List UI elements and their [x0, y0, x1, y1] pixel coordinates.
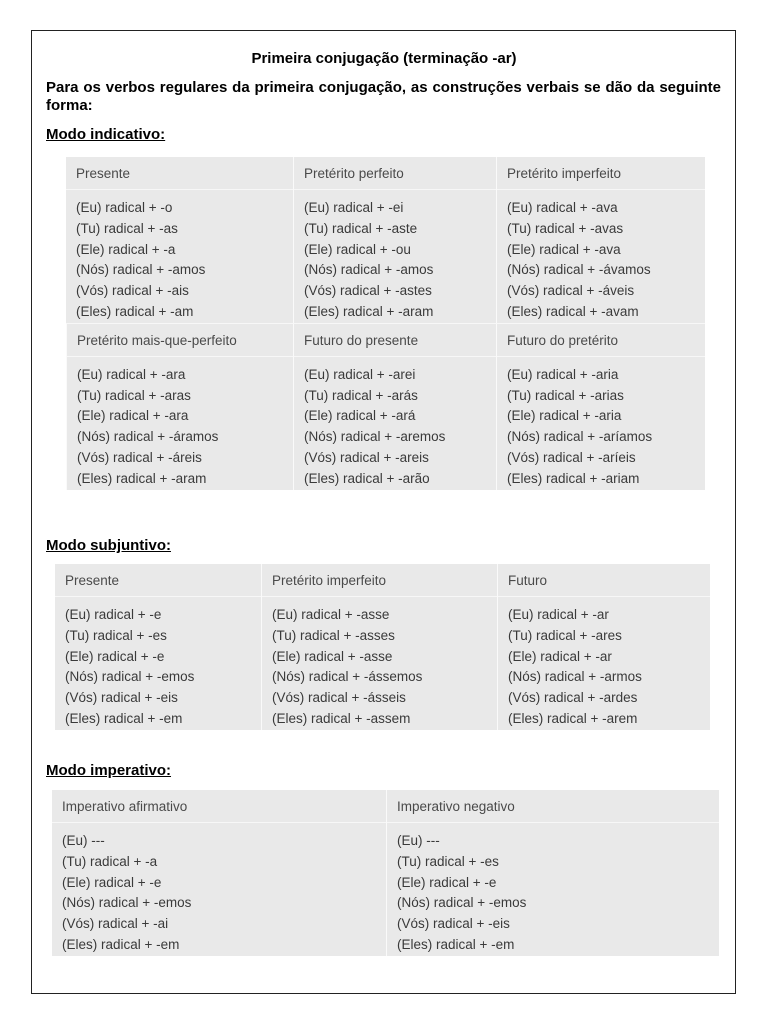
subjunctive-tense-cell — [55, 564, 261, 730]
tense-header: Pretérito imperfeito — [262, 564, 497, 597]
subjunctive-tense-cell — [497, 564, 710, 730]
conjugation-line: (Nós) radical + -amos — [304, 262, 434, 278]
tense-header: Presente — [55, 564, 261, 597]
indicative-tense-cell — [66, 323, 293, 490]
conjugation-line: (Nós) radical + -amos — [76, 262, 206, 278]
indicative-tense-cell — [293, 157, 496, 323]
conjugation-line: (Ele) radical + -asse — [272, 648, 393, 664]
indicative-tense-cell — [496, 157, 705, 323]
conjugation-line: (Tu) radical + -aras — [77, 387, 191, 403]
indicative-tense-cell — [293, 323, 496, 490]
conjugation-line: (Ele) radical + -a — [76, 241, 176, 257]
tense-header: Pretérito imperfeito — [497, 157, 705, 190]
conjugation-line: (Eu) radical + -ara — [77, 366, 186, 382]
tense-endings — [52, 823, 386, 956]
indicative-heading: Modo indicativo: — [46, 126, 166, 143]
conjugation-line: (Eles) radical + -aram — [77, 470, 207, 486]
conjugation-line: (Nós) radical + -emos — [65, 669, 195, 685]
tense-endings — [67, 357, 293, 490]
document-title: Primeira conjugação (terminação -ar) — [251, 50, 517, 67]
conjugation-line: (Eles) radical + -aram — [304, 303, 434, 319]
imperative-tense-cell — [386, 790, 719, 956]
conjugation-line: (Tu) radical + -arás — [304, 387, 418, 403]
conjugation-line: (Nós) radical + -emos — [62, 895, 192, 911]
conjugation-line: (Ele) radical + -ará — [304, 408, 416, 424]
conjugation-line: (Tu) radical + -aste — [304, 220, 418, 236]
conjugation-line: (Tu) radical + -a — [62, 853, 158, 869]
conjugation-line: (Ele) radical + -ou — [304, 241, 411, 257]
conjugation-line: (Eles) radical + -em — [62, 936, 180, 952]
tense-header: Pretérito mais-que-perfeito — [67, 324, 293, 357]
imperative-table — [52, 790, 719, 956]
conjugation-line: (Vós) radical + -ais — [76, 283, 189, 299]
conjugation-line: (Eles) radical + -em — [397, 936, 515, 952]
conjugation-line: (Ele) radical + -e — [65, 648, 165, 664]
conjugation-line: (Nós) radical + -emos — [397, 895, 527, 911]
conjugation-line: (Tu) radical + -arias — [507, 387, 624, 403]
tense-header: Futuro do pretérito — [497, 324, 705, 357]
conjugation-line: (Vós) radical + -ásseis — [272, 690, 406, 706]
conjugation-line: (Eu) radical + -asse — [272, 607, 390, 622]
imperative-tense-cell — [52, 790, 386, 956]
conjugation-line: (Nós) radical + -aríamos — [507, 429, 653, 445]
tense-header: Futuro — [498, 564, 710, 597]
conjugation-line: (Tu) radical + -es — [65, 627, 167, 643]
conjugation-line: (Vós) radical + -ardes — [508, 690, 638, 706]
conjugation-line: (Eu) --- — [397, 833, 440, 848]
tense-endings — [497, 357, 705, 490]
conjugation-line: (Nós) radical + -armos — [508, 669, 642, 685]
conjugation-line: (Eu) radical + -ei — [304, 200, 404, 215]
tense-endings — [294, 190, 496, 323]
tense-header: Presente — [66, 157, 293, 190]
tense-endings — [55, 597, 261, 730]
conjugation-line: (Ele) radical + -aria — [507, 408, 622, 424]
subjunctive-heading: Modo subjuntivo: — [46, 537, 171, 554]
indicative-tense-cell — [496, 323, 705, 490]
conjugation-line: (Eles) radical + -assem — [272, 710, 411, 726]
indicative-table — [66, 157, 705, 490]
tense-endings — [387, 823, 719, 956]
tense-endings — [294, 357, 496, 490]
conjugation-line: (Nós) radical + -aremos — [304, 429, 446, 445]
tense-header: Imperativo negativo — [387, 790, 719, 823]
subjunctive-table — [55, 564, 710, 730]
tense-endings — [497, 190, 705, 323]
conjugation-line: (Nós) radical + -áramos — [77, 429, 219, 445]
conjugation-line: (Nós) radical + -ávamos — [507, 262, 651, 278]
conjugation-line: (Tu) radical + -as — [76, 220, 178, 236]
conjugation-line: (Vós) radical + -áveis — [507, 283, 635, 299]
conjugation-line: (Eu) radical + -ava — [507, 200, 618, 215]
conjugation-line: (Eu) radical + -aria — [507, 366, 619, 382]
conjugation-line: (Vós) radical + -áreis — [77, 449, 202, 465]
conjugation-line: (Eu) radical + -arei — [304, 366, 416, 382]
conjugation-line: (Vós) radical + -aríeis — [507, 449, 636, 465]
conjugation-line: (Eu) radical + -ar — [508, 607, 609, 622]
tense-endings — [66, 190, 293, 323]
conjugation-line: (Nós) radical + -ássemos — [272, 669, 423, 685]
conjugation-line: (Tu) radical + -avas — [507, 220, 624, 236]
tense-header: Pretérito perfeito — [294, 157, 496, 190]
conjugation-line: (Vós) radical + -eis — [397, 916, 510, 932]
conjugation-line: (Eles) radical + -am — [76, 303, 194, 319]
conjugation-line: (Eles) radical + -arem — [508, 710, 638, 726]
conjugation-line: (Eles) radical + -avam — [507, 303, 639, 319]
indicative-tense-cell — [66, 157, 293, 323]
conjugation-line: (Ele) radical + -ava — [507, 241, 621, 257]
tense-header: Futuro do presente — [294, 324, 496, 357]
conjugation-line: (Vós) radical + -eis — [65, 690, 178, 706]
conjugation-line: (Ele) radical + -ara — [77, 408, 189, 424]
tense-header: Imperativo afirmativo — [52, 790, 386, 823]
conjugation-line: (Eu) --- — [62, 833, 105, 848]
conjugation-line: (Eu) radical + -o — [76, 200, 173, 215]
conjugation-line: (Tu) radical + -ares — [508, 627, 622, 643]
tense-endings — [262, 597, 497, 730]
conjugation-line: (Ele) radical + -e — [397, 874, 497, 890]
conjugation-line: (Eu) radical + -e — [65, 607, 162, 622]
conjugation-line: (Tu) radical + -asses — [272, 627, 395, 643]
conjugation-line: (Eles) radical + -arão — [304, 470, 430, 486]
conjugation-line: (Tu) radical + -es — [397, 853, 499, 869]
conjugation-line: (Ele) radical + -e — [62, 874, 162, 890]
subjunctive-tense-cell — [261, 564, 497, 730]
conjugation-line: (Eles) radical + -ariam — [507, 470, 640, 486]
tense-endings — [498, 597, 710, 730]
conjugation-line: (Ele) radical + -ar — [508, 648, 612, 664]
imperative-heading: Modo imperativo: — [46, 762, 172, 779]
conjugation-line: (Vós) radical + -areis — [304, 449, 429, 465]
intro-paragraph: Para os verbos regulares da primeira conjugação, as construções verbais se dão da seguinte forma: — [46, 79, 721, 114]
conjugation-line: (Vós) radical + -ai — [62, 916, 169, 932]
conjugation-line: (Eles) radical + -em — [65, 710, 183, 726]
conjugation-line: (Vós) radical + -astes — [304, 283, 432, 299]
